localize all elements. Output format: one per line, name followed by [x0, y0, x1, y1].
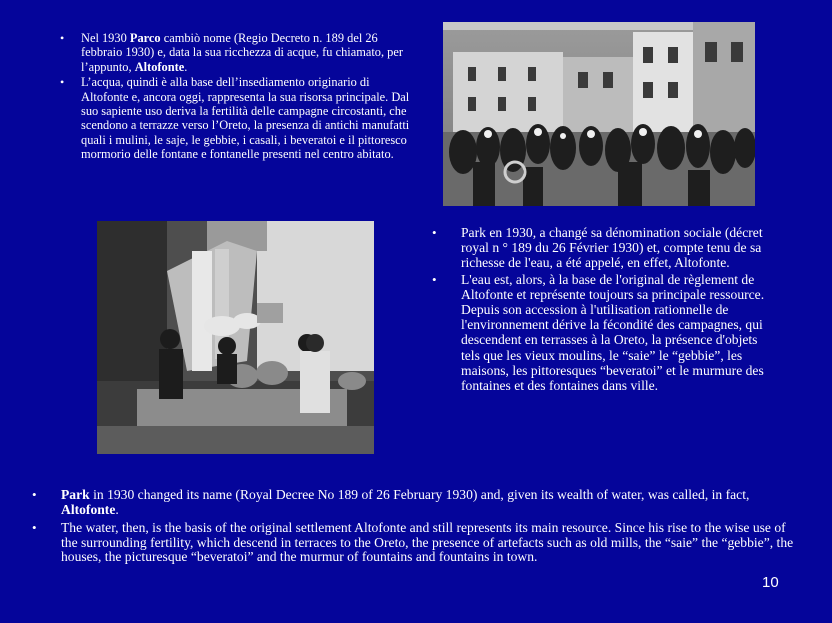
- english-bold-altofonte: Altofonte: [61, 501, 116, 517]
- photo-crowd-square: [443, 22, 755, 206]
- french-text-block: [432, 225, 772, 394]
- english-bullet-2: [32, 521, 797, 565]
- page-number: 10: [762, 574, 779, 591]
- italian-bullet-2-text: L’acqua, quindi è alla base dell’insediamento originario di Altofonte e, ancora oggi, rappresenta la sua risorsa principale. Dal suo sapiente uso deriva la fertilità delle campagne circostanti, che scendono a terrazze verso l’Oreto, la presenza di antichi manufatti quali i mulini, le saje, le gebbie, i casali, i beveratoi e il pittoresco mormorio delle fontane e fontanelle presenti nel centro abitato.: [81, 75, 410, 162]
- italian-text-block: [60, 31, 410, 163]
- italian-bullet-1-end: .: [184, 59, 188, 74]
- italian-bullet-2: [60, 75, 410, 161]
- french-bullet-1: [432, 225, 772, 271]
- photo-fountain-washers-illustration: [97, 221, 374, 454]
- italian-bullet-1-text-cont: cambiò nome (Regio Decreto n. 189 del 26 febbraio 1930) e, data la sua ricchezza di acque, fu chiamato, per l’appunto,: [81, 31, 403, 74]
- italian-bullet-1: [60, 31, 410, 74]
- english-bold-park: Park: [61, 487, 90, 502]
- english-bullet-2-text: The water, then, is the basis of the original settlement Altofonte and still represents its main resource. Since his rise to the wise use of the surrounding fertility, which descend in terraces to the Oreto, the presence of artefacts such as old mills, the “saie” the “gebbie”, the houses, the picturesque “beveratoi” and the murmur of fountains and fountains in town.: [61, 520, 794, 565]
- english-text-block: [32, 488, 797, 569]
- english-bullet-1-text: in 1930 changed its name (Royal Decree No 189 of 26 February 1930) and, given its wealth of water, was called, in fact,: [89, 487, 750, 502]
- english-bullet-1-end: .: [115, 501, 119, 517]
- italian-bold-altofonte: Altofonte: [134, 59, 185, 74]
- italian-bullet-1-text: Nel 1930: [81, 31, 130, 45]
- photo-fountain-washers: [97, 221, 374, 454]
- french-bullet-1-text: Park en 1930, a changé sa dénomination sociale (décret royal n ° 189 du 26 Février 1930) et, compte tenu de sa richesse de l'eau, a été appelé, en effet, Altofonte.: [461, 225, 763, 271]
- french-bullet-2-text: L'eau est, alors, à la base de l'original de règlement de Altofonte et représente toujours sa principale ressource. Depuis son accession à l'utilisation rationnelle de l'environnement dérive la fécondité des campagnes, qui descendent en terrasses à la Oreto, la présence d'objets tels que les vieux moulins, le “saie” le “gebbie”, les maisons, les pittoresques “beveratoi” et le murmure des fontaines et des fontaines dans ville.: [461, 271, 765, 394]
- french-bullet-2: [432, 272, 772, 394]
- italian-bold-parco: Parco: [129, 31, 161, 45]
- english-bullet-1: [32, 488, 797, 517]
- photo-crowd-square-illustration: [443, 22, 755, 206]
